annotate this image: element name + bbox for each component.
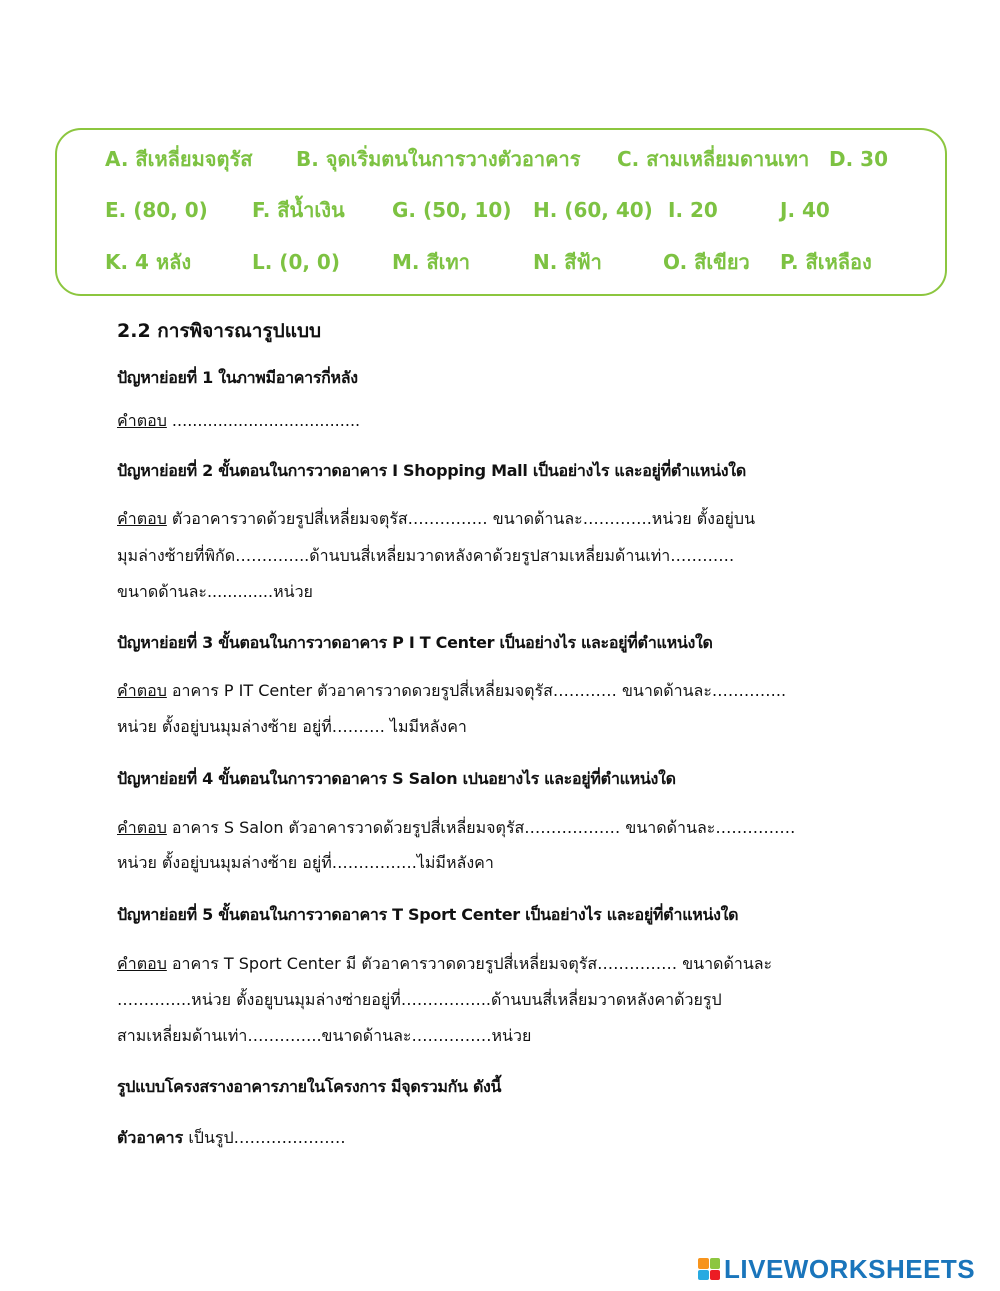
- question-4: ปัญหาย่อยที่ 4 ขั้นตอนในการวาดอาคาร S Salon เปนอยางไร และอยู่ที่ตำแหน่งใด: [117, 769, 676, 788]
- answer-2-line-3[interactable]: ขนาดด้านละ.............หน่วย: [117, 582, 313, 601]
- option-f[interactable]: F. สีน้ำเงิน: [252, 198, 345, 222]
- answer-4-text-1[interactable]: อาคาร S Salon ตัวอาคารวาดด้วยรูปสี่เหลี่ยมจตุรัส……………… ขนาดด้านละ……………: [166, 818, 796, 837]
- question-2: ปัญหาย่อยที่ 2 ขั้นตอนในการวาดอาคาร I Shopping Mall เป็นอย่างไร และอยู่ที่ตำแหน่งใด: [117, 461, 746, 480]
- answer-label: คำตอบ: [117, 411, 167, 430]
- option-n[interactable]: N. สีฟ้า: [533, 250, 602, 274]
- option-d[interactable]: D. 30: [829, 147, 888, 171]
- option-k[interactable]: K. 4 หลัง: [105, 250, 192, 274]
- option-c[interactable]: C. สามเหลี่ยมดานเทา: [617, 147, 810, 171]
- answer-1-blank[interactable]: .....................................: [166, 411, 361, 430]
- answer-1: [117, 409, 360, 434]
- option-m[interactable]: M. สีเทา: [392, 250, 470, 274]
- option-h[interactable]: H. (60, 40): [533, 198, 653, 222]
- question-5: ปัญหาย่อยที่ 5 ขั้นตอนในการวาดอาคาร T Sport Center เป็นอย่างไร และอยู่ที่ตำแหน่งใด: [117, 905, 739, 924]
- answer-4-line-2[interactable]: หน่วย ตั้งอยู่บนมุมล่างซ้าย อยู่ที่…………….ไม่มีหลังคา: [117, 853, 494, 872]
- answer-3-line-1: [117, 679, 786, 704]
- option-j[interactable]: J. 40: [780, 198, 830, 222]
- option-b[interactable]: B. จุดเริ่มตนในการวางตัวอาคาร: [296, 147, 581, 171]
- summary-heading: รูปแบบโครงสรางอาคารภายในโครงการ มีจุดรวมกัน ดังนี้: [117, 1077, 502, 1096]
- answer-2-line-1: [117, 507, 755, 532]
- answer-5-line-1: [117, 952, 772, 977]
- option-o[interactable]: O. สีเขียว: [663, 250, 750, 274]
- body-shape-line: [117, 1126, 346, 1151]
- question-1: ปัญหาย่อยที่ 1 ในภาพมีอาคารกี่หลัง: [117, 368, 358, 387]
- answer-label: คำตอบ: [117, 509, 167, 528]
- answer-3-line-2[interactable]: หน่วย ตั้งอยู่บนมุมล่างซ้าย อยู่ที่………. ไมมีหลังคา: [117, 717, 467, 736]
- answer-2-text-1[interactable]: ตัวอาคารวาดด้วยรูปสี่เหลี่ยมจตุรัส…………… ขนาดด้านละ………….หน่วย ตั้งอยู่บน: [166, 509, 756, 528]
- question-3: ปัญหาย่อยที่ 3 ขั้นตอนในการวาดอาคาร P I T Center เป็นอย่างไร และอยู่ที่ตำแหน่งใด: [117, 633, 713, 652]
- body-answer-blank[interactable]: เป็นรูป…………………: [183, 1128, 346, 1147]
- option-p[interactable]: P. สีเหลือง: [780, 250, 872, 274]
- answer-label: คำตอบ: [117, 954, 167, 973]
- option-l[interactable]: L. (0, 0): [252, 250, 340, 274]
- answer-4-line-1: [117, 816, 795, 841]
- answer-3-text-1[interactable]: อาคาร P IT Center ตัวอาคารวาดดวยรูปสี่เหลี่ยมจตุรัส………… ขนาดด้านละ…………..: [166, 681, 787, 700]
- answer-label: คำตอบ: [117, 818, 167, 837]
- answer-5-line-3[interactable]: สามเหลี่ยมด้านเท่า…………..ขนาดด้านละ……………หน่วย: [117, 1026, 532, 1045]
- logo-mark-icon: [698, 1258, 720, 1280]
- option-e[interactable]: E. (80, 0): [105, 198, 208, 222]
- logo-text: LIVEWORKSHEETS: [724, 1253, 976, 1284]
- liveworksheets-logo: [698, 1254, 975, 1284]
- option-g[interactable]: G. (50, 10): [392, 198, 512, 222]
- option-a[interactable]: A. สีเหลี่ยมจตุรัส: [105, 147, 253, 171]
- section-title: 2.2 การพิจารณารูปแบบ: [117, 320, 322, 342]
- answer-label: คำตอบ: [117, 681, 167, 700]
- answer-5-text-1[interactable]: อาคาร T Sport Center มี ตัวอาคารวาดดวยรูปสี่เหลี่ยมจตุรัส…………… ขนาดด้านละ: [166, 954, 773, 973]
- body-label: ตัวอาคาร: [117, 1128, 184, 1147]
- option-i[interactable]: I. 20: [668, 198, 718, 222]
- answer-2-line-2[interactable]: มุมล่างซ้ายที่พิกัด…………..ด้านบนสี่เหลี่ยมวาดหลังคาด้วยรูปสามเหลี่ยมด้านเท่า…………: [117, 546, 735, 565]
- answer-5-line-2[interactable]: …………..หน่วย ตั้งอยูบนมุมล่างซ่ายอยู่ที่……………..ด้านบนสี่เหลี่ยมวาดหลังคาด้วยรูป: [117, 990, 722, 1009]
